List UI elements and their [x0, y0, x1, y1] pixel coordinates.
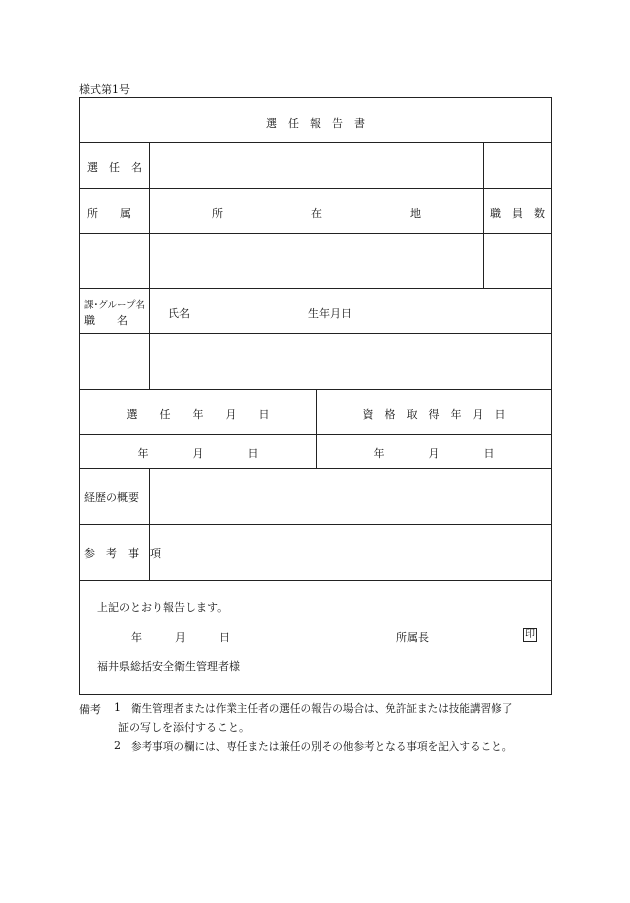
appointment-date-field[interactable]: 年 月 日 [137, 447, 259, 460]
report-statement: 上記のとおり報告します。 [97, 601, 229, 614]
qualification-date-label: 資 格 取 得 年 月 日 [362, 408, 506, 421]
career-summary-field[interactable] [150, 469, 551, 524]
note-2-number: 2 [114, 739, 121, 752]
note-1-number: 1 [114, 701, 121, 714]
qualification-date-field[interactable]: 年 月 日 [373, 447, 495, 460]
department-head-label: 所属長 [396, 631, 429, 644]
staff-count-label: 職 員 数 [490, 207, 545, 220]
note-1-line-2: 証の写しを添付すること。 [118, 721, 250, 734]
affiliation-label: 所 属 [87, 207, 131, 220]
affiliation-field[interactable] [81, 234, 149, 288]
job-title-field[interactable] [81, 334, 149, 389]
note-2-line-1: 参考事項の欄には、専任または兼任の別その他参考となる事項を記入すること。 [131, 741, 513, 753]
location-label: 所 在 地 [212, 207, 421, 220]
job-title-label: 職 名 [84, 314, 128, 327]
full-name-label: 氏名 [168, 307, 190, 320]
notes-heading: 備考 [79, 703, 101, 716]
form-title: 選 任 報 告 書 [266, 117, 365, 130]
career-summary-label: 経歴の概要 [84, 491, 139, 504]
references-label: 参 考 事 項 [84, 547, 161, 560]
appointment-date-label: 選 任 年 月 日 [126, 408, 270, 421]
birth-date-label: 生年月日 [308, 307, 352, 320]
addressee: 福井県総括安全衛生管理者様 [97, 660, 240, 673]
appointee-name-label: 選 任 名 [87, 161, 142, 174]
report-form [79, 97, 552, 695]
name-birth-field[interactable] [150, 334, 551, 389]
dept-group-label: 課･グループ名 [84, 300, 145, 311]
appointee-name-field[interactable] [150, 143, 483, 188]
appointee-extra-field[interactable] [484, 143, 551, 188]
references-field[interactable] [150, 525, 551, 580]
form-number: 様式第1号 [79, 83, 130, 96]
staff-count-field[interactable] [484, 234, 551, 288]
note-1-line-1: 衛生管理者または作業主任者の選任の報告の場合は、免許証または技能講習修了 [131, 703, 513, 715]
seal-mark: 印 [525, 629, 535, 640]
location-field[interactable] [150, 234, 483, 288]
report-date[interactable]: 年 月 日 [131, 631, 230, 644]
